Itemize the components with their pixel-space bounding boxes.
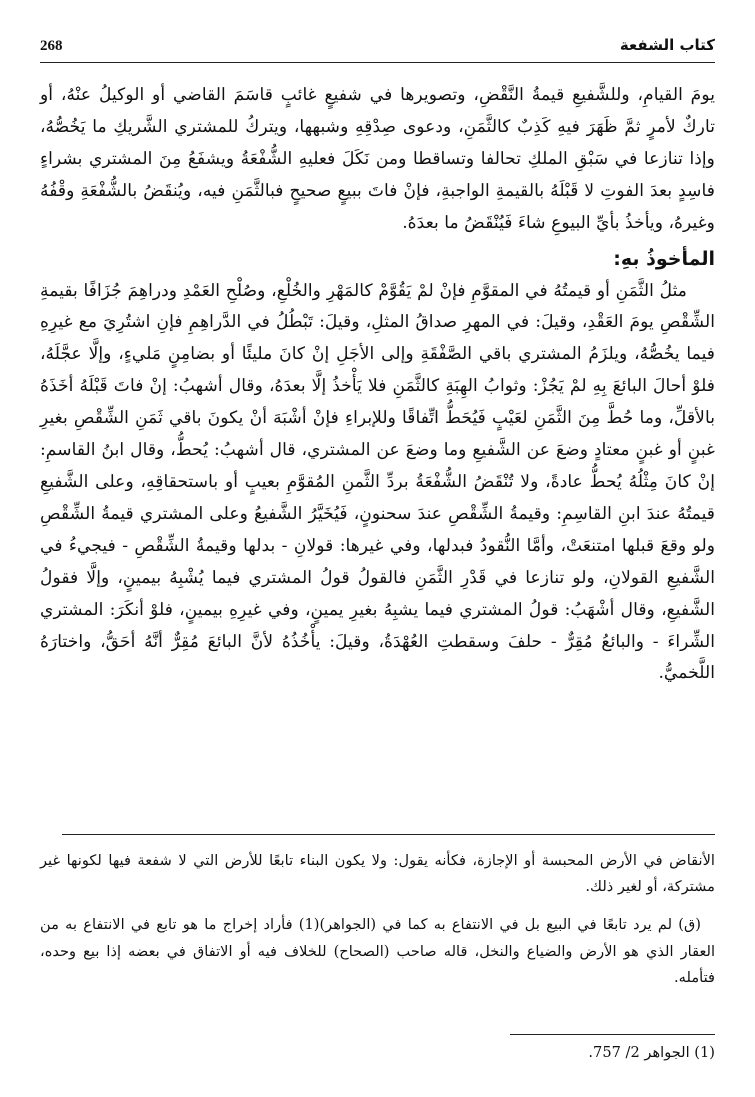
- commentary-notes: [40, 848, 715, 991]
- section-heading: المأخوذُ بهِ:: [613, 247, 715, 270]
- running-title: كتاب الشفعة: [619, 36, 715, 54]
- footnote-marker: (1): [694, 1044, 715, 1061]
- main-text: [40, 80, 715, 690]
- paragraph-body: مثلُ الثَّمَنِ أو قيمتُهُ في المقوَّمِ فإنْ لمْ يَقُوَّمْ كالمَهْرِ والخُلْعِ، وصُلْحِ العَمْدِ ودراهِمَ جُزَافًا بقيمةِ الشِّقْصِ يومَ العَقْدِ، وقيلَ: في المهرِ صداقُ المثلِ، وقيلَ: تَبْطُلُ في الدَّراهِمِ فإنِ اشتُرِيَ مع غيرِهِ فيما يخُصُّهُ، ويلزَمُ المشتري باقي الصَّفْقَةِ وإلى الأجَلِ إنْ كانَ مليئًا أو بضامِنٍ مَليءٍ، وإلَّا عجَّلَهُ، فلوْ أحالَ البائعَ بِهِ لمْ يَجُزْ: وثوابُ الهِبَةِ كالثَّمَنِ فلا يَأْخذُ إلَّا بعدَهُ، وقال أشهبُ: إنْ فاتَ قَبْلَهُ أخَذَهُ بالأقلِّ، وما حُطَّ مِنَ الثَّمَنِ لعَيْبٍ فَيُحَطُّ اتِّفاقًا وللإبراءِ فإنْ أشْبَهَ أنْ يكونَ باقي ثَمَنِ الشِّقْصِ بغيرِ غبنٍ أو غبنٍ معتادٍ وضعَ عن الشَّفيعِ وما وضعَ عن المشتري، قال أشهبُ: يُحطُّ، وقال ابنُ القاسمِ: إنْ كانَ مِثْلُهُ يُحطُّ عادةً، ولا تُنْقَضُ الشُّفْعَةُ بردِّ الثَّمنِ المُقوَّمِ بعيبٍ أو باستحقاقِهِ، وعلى الشَّفيعِ قيمتُهُ عندَ ابنِ القاسِمِ: وقيمةُ الشِّقْصِ عندَ سحنونٍ، فَيُخَيَّرُ الشَّفيعُ وعلى المشتري قيمةُ الشِّقْصِ ولو وقعَ قبلها امتنعَتْ، وأمَّا النُّقودُ فبدلها، وفي غيرها: قولانِ - بدلها وقيمةُ الشِّقْصِ - فيجيءُ في الشَّفيعِ القولانِ، ولو تنازعا في قَدْرِ الثَّمَنِ فالقولُ قولُ المشتري فيما يُشْبِهُ بيمينٍ، وإلَّا فقولُ الشَّفيعِ، وقال أشْهَبُ: قولُ المشتري فيما يشبِهُ بغيرِ يمينٍ، وفي غيرِهِ بيمينٍ، فلوْ أنكَرَ: المشتري الشِّراءَ - والبائعُ مُقِرٌّ - حلفَ وسقطتِ العُهْدَةُ، وقيلَ: يأْخُذُهُ لأنَّ البائعَ مُقِرٌّ أنَّهُ أحَقُّ، واختارَهُ اللَّخميُّ.: [40, 280, 715, 684]
- footnote-text: الجواهر 2/ 757.: [588, 1044, 690, 1061]
- page-number: 268: [40, 38, 63, 54]
- reference-footnote: [40, 1040, 715, 1066]
- paragraph-opening: يومَ القيامِ، وللشَّفيعِ قيمةُ النَّقْضِ، وتصويرها في شفيعٍ غائبٍ قاسَمَ القاضي أو الوكيلُ عنْهُ، أو تاركٌ لأمرٍ ثمَّ ظَهَرَ فيهِ كَذِبٌ كالثَّمَنِ، ودعوى صِدْقِهِ وشبهها، ويتركُ للمشتري الشَّريكِ ما يَخُصُّهُ، وإذا تنازعا في سَبْقِ الملكِ تحالفا وتساقطا ومن نَكَلَ فعليهِ الشُّفْعَةُ ويشفَعُ مِنَ المشتري بشراءٍ فاسِدٍ بعدَ الفوتِ لا قَبْلَهُ بالقيمةِ الواجبةِ، فإنْ فاتَ ببيعٍ صحيحٍ فبالثَّمَنِ فيه، ويُنقَضُ بالشُّفْعَةِ وقْفُهُ وغيرهُ، ويأخذُ بأيِّ البيوعِ شاءَ فَيُنْقَضُ ما بعدَهُ.: [40, 85, 715, 233]
- footnote-divider: [62, 834, 715, 835]
- page-header: [40, 34, 715, 63]
- commentary-note-1: الأنقاض في الأرض المحبسة أو الإجازة، فكأنه يقول: ولا يكون البناء تابعًا للأرض التي لا شفعة فيها لكونها غير مشتركة، أو لغير ذلك.: [40, 852, 715, 896]
- book-page: [40, 34, 715, 1074]
- commentary-note-2: (ق) لم يرد تابعًا في البيع بل في الانتفاع به كما في (الجواهر)(1) فأراد إخراج ما هو تابع في الانتفاع به من العقار الذي هو الأرض والضياع والنخل، قاله صاحب (الصحاح) للخلاف فيه أو الاتفاق في بعضه إذا بيع وحده، فتأمله.: [40, 916, 715, 986]
- reference-divider: [510, 1034, 715, 1035]
